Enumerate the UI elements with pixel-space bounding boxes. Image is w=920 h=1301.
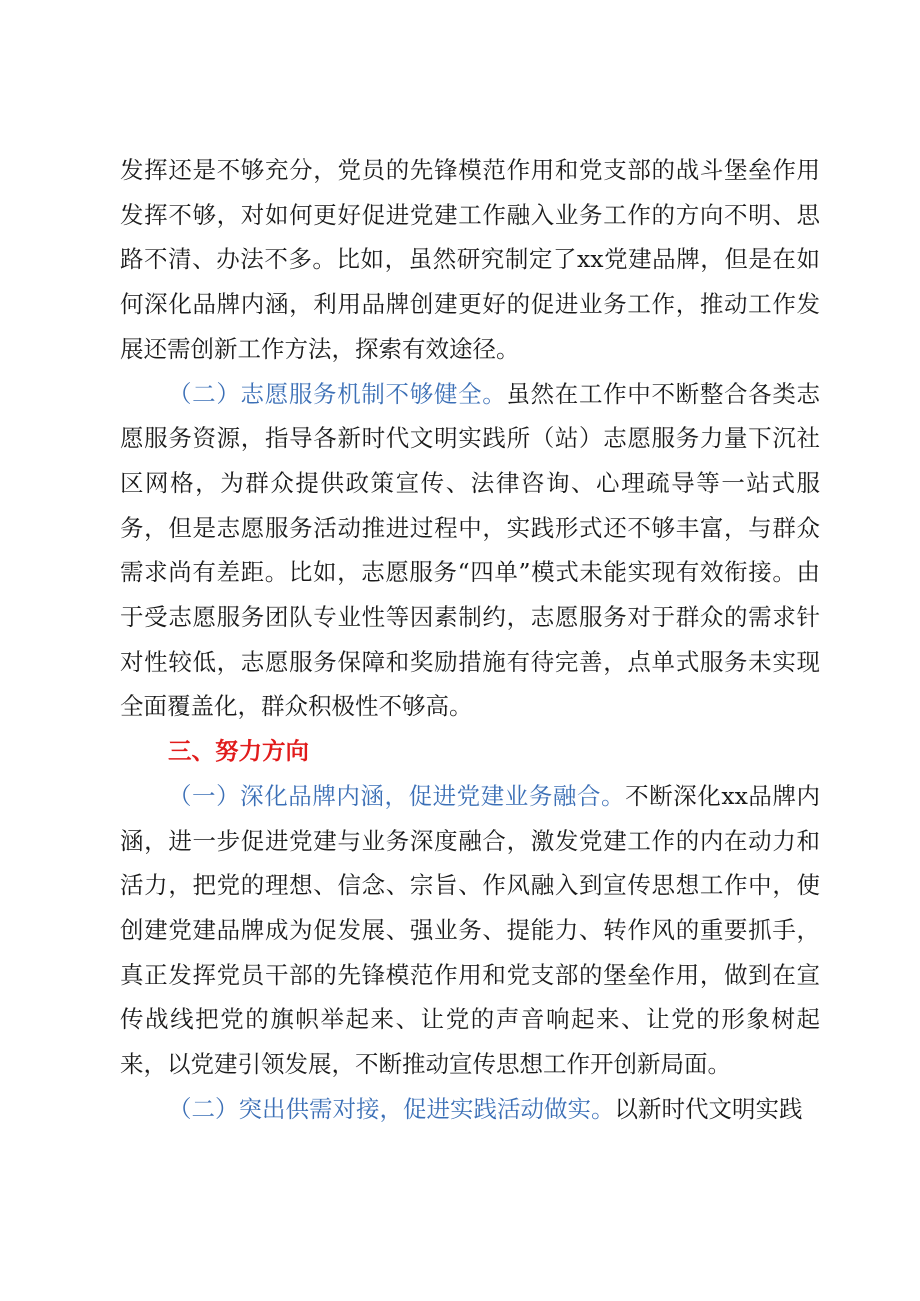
paragraph-text: 发挥还是不够充分，党员的先锋模范作用和党支部的战斗堡垒作用发挥不够，对如何更好促进党建工作融入业务工作的方向不明、思路不清、办法不多。比如，虽然研究制定了xx党建品牌，但是在如何深化品牌内涵，利用品牌创建更好的促进业务工作，推动工作发展还需创新工作方法，探索有效途径。 [120,156,820,363]
paragraph-text: 不断深化xx品牌内涵，进一步促进党建与业务深度融合，激发党建工作的内在动力和活力，把党的理想、信念、宗旨、作风融入到宣传思想工作中，使创建党建品牌成为促发展、强业务、提能力、转作风的重要抓手，真正发挥党员干部的先锋模范作用和党支部的堡垒作用，做到在宣传战线把党的旗帜举起来、让党的声音响起来、让党的形象树起来，以党建引领发展，不断推动宣传思想工作开创新局面。 [120,781,820,1079]
paragraph-brand-connotation [120,774,820,1087]
paragraph-continuation [120,148,820,372]
paragraph-supply-demand [120,1087,820,1132]
paragraph-text: 以新时代文明实践 [614,1094,803,1123]
subheading-volunteer-mechanism: （二）志愿服务机制不够健全。 [168,379,507,408]
subheading-brand-connotation: （一）深化品牌内涵，促进党建业务融合。 [168,781,626,810]
document-page [120,148,820,1131]
subheading-supply-demand: （二）突出供需对接，促进实践活动做实。 [168,1094,615,1123]
section-heading-direction: 三、努力方向 [168,737,309,766]
paragraph-text: 虽然在工作中不断整合各类志愿服务资源，指导各新时代文明实践所（站）志愿服务力量下沉社区网格，为群众提供政策宣传、法律咨询、心理疏导等一站式服务，但是志愿服务活动推进过程中，实践形式还不够丰富，与群众需求尚有差距。比如，志愿服务“四单”模式未能实现有效衔接。由于受志愿服务团队专业性等因素制约，志愿服务对于群众的需求针对性较低，志愿服务保障和奖励措施有待完善，点单式服务未实现全面覆盖化，群众积极性不够高。 [120,379,821,721]
paragraph-volunteer-mechanism [120,372,820,730]
